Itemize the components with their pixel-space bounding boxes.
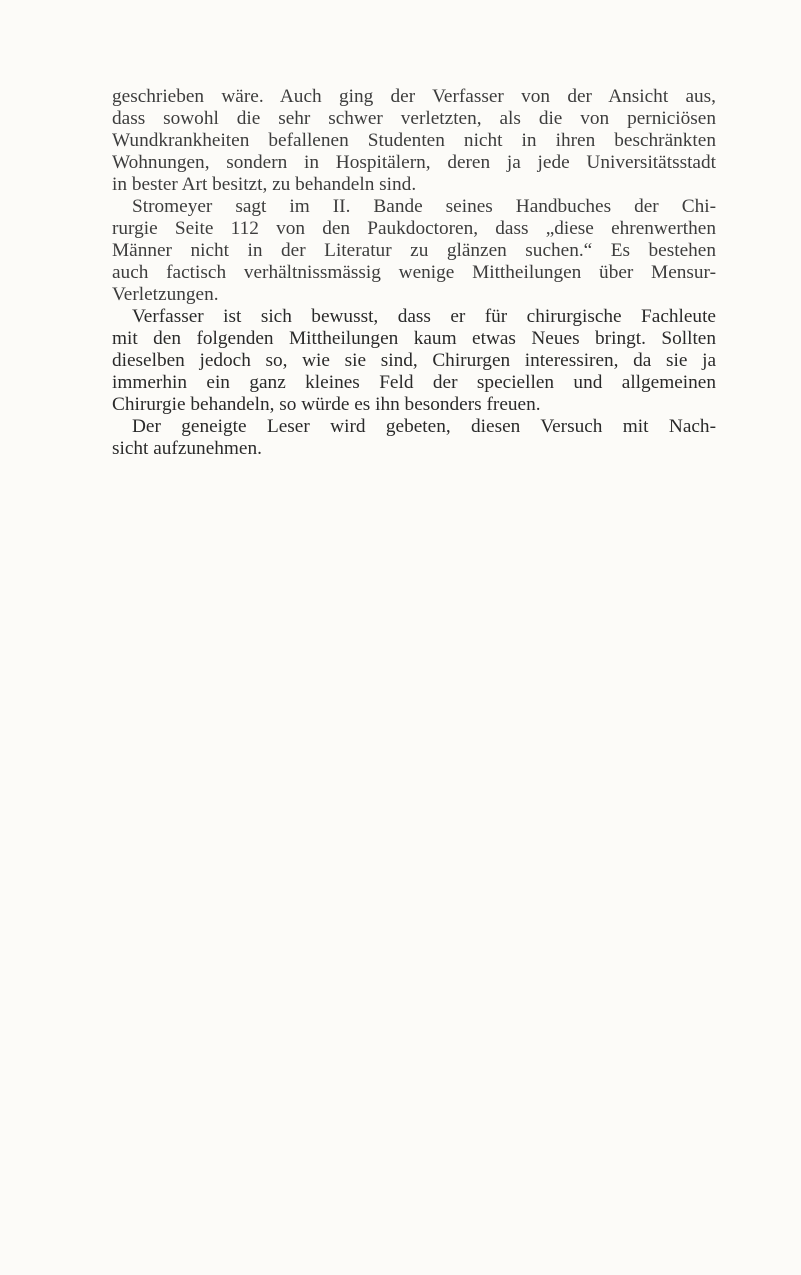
text-line: Wundkrankheiten befallenen Studenten nicht in ihren beschränkten: [112, 130, 716, 151]
text-line: immerhin ein ganz kleines Feld der speciellen und allgemeinen: [112, 372, 716, 393]
text-line: Der geneigte Leser wird gebeten, diesen Versuch mit Nach-: [132, 416, 716, 437]
text-line: dieselben jedoch so, wie sie sind, Chirurgen interessiren, da sie ja: [112, 350, 716, 371]
text-line: Verletzungen.: [112, 284, 219, 305]
text-line: mit den folgenden Mittheilungen kaum etwas Neues bringt. Sollten: [112, 328, 716, 349]
text-line: in bester Art besitzt, zu behandeln sind.: [112, 174, 417, 195]
text-line: Verfasser ist sich bewusst, dass er für chirurgische Fachleute: [132, 306, 716, 327]
text-line: sicht aufzunehmen.: [112, 438, 262, 459]
text-line: rurgie Seite 112 von den Paukdoctoren, dass „diese ehrenwerthen: [112, 218, 716, 239]
text-line: Stromeyer sagt im II. Bande seines Handbuches der Chi-: [132, 196, 716, 217]
text-line: Wohnungen, sondern in Hospitälern, deren ja jede Universitätsstadt: [112, 152, 716, 173]
text-line: dass sowohl die sehr schwer verletzten, als die von perniciösen: [112, 108, 716, 129]
text-line: auch factisch verhältnissmässig wenige Mittheilungen über Mensur-: [112, 262, 716, 283]
text-line: Männer nicht in der Literatur zu glänzen suchen.“ Es bestehen: [112, 240, 716, 261]
text-line: Chirurgie behandeln, so würde es ihn besonders freuen.: [112, 394, 541, 415]
text-line: geschrieben wäre. Auch ging der Verfasser von der Ansicht aus,: [112, 86, 716, 107]
body-text: [112, 86, 716, 460]
